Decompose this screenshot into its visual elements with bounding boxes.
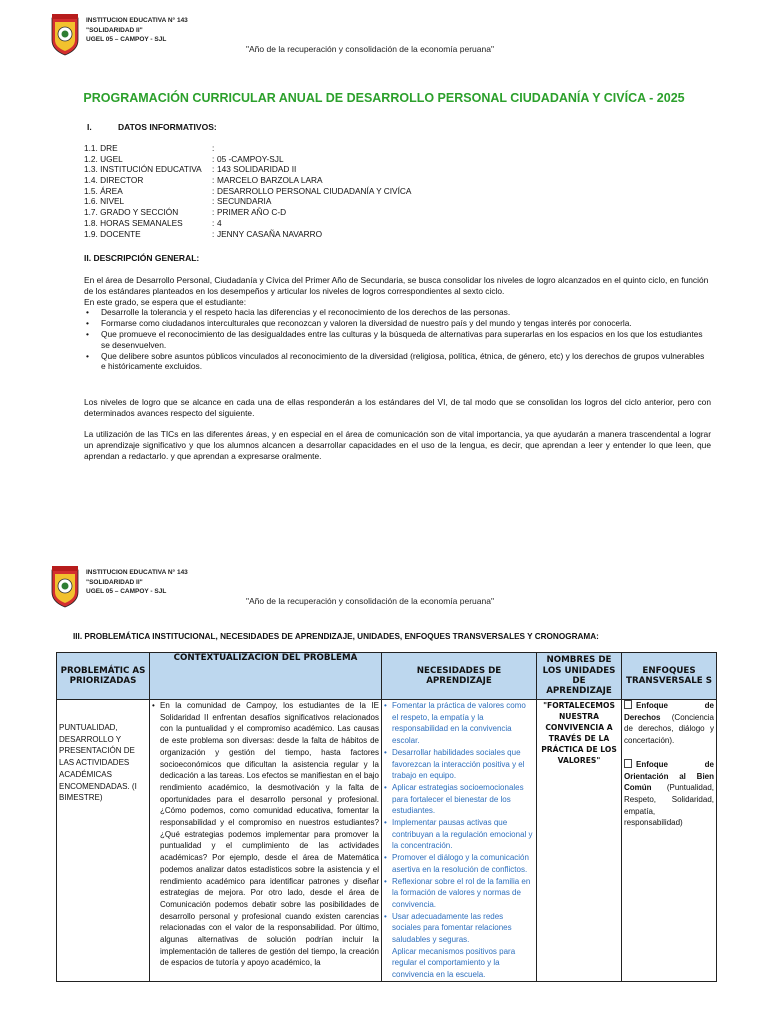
enfoque-name: Enfoque de Orientación al Bien Común [624, 759, 714, 793]
institution-name: INSTITUCION EDUCATIVA N° 143 [86, 569, 188, 576]
description-paragraph: Los niveles de logro que se alcance en cada una de ellas responderán a los estándares del VI, de tal modo que se consolidan los logros del ciclo anterior, pero con determinados avances respecto del siguiente. [84, 397, 711, 418]
needs-cell [382, 700, 537, 982]
section-heading-datos [87, 122, 217, 132]
datos-colon: : [212, 217, 215, 228]
column-header: NECESIDADES DE APRENDIZAJE [382, 653, 537, 700]
description-lead: En este grado, se espera que el estudiante: [84, 296, 247, 307]
column-header: CONTEXTUALIZACION DEL PROBLEMA [150, 653, 382, 700]
datos-label: 1.7. GRADO Y SECCIÓN [84, 207, 179, 218]
datos-row [84, 196, 411, 207]
context-text: • En la comunidad de Campoy, los estudiantes de la IE Solidaridad II enfrentan desafíos significativos relacionados con la puntualidad y el compromiso académico. Las causas de este problema son diversas: desde la falta de hábitos de organización y gestión del tiempo, hasta factores socioeconómicos que dificultan la asistencia regular y la dedicación a las tareas. Los efectos se manifiestan en el bajo rendimiento académico, la desmotivación y la falta de oportunidades para el desarrollo personal y profesional. ¿Cómo podemos, como comunidad educativa, fomentar la responsabilidad y el compromiso en nuestros estudiantes? ¿Qué estrategias podemos implementar para promover la puntualidad y el cumplimiento de las actividades académicas? Por ejemplo, desde el área de Matemática podemos analizar datos estadísticos sobre la asistencia y el rendimiento académico para identificar patrones y diseñar estrategias de mejora. Por otro lado, desde el área de Comunicación podemos debatir sobre las posibilidades de desarrollo personal y profesional cuando existen carencias relacionadas con el valor de la responsabilidad. Por último, algunas alternativas de solución podrían incluir la implementación de talleres de gestión del tiempo, la creación de espacios de tutoría y apoyo académico, la [152, 700, 379, 969]
description-bullet: • Formarse como ciudadanos interculturales que reconozcan y valoren la diversidad de nuestro país y del mundo y tengas interés por conocerla. [84, 318, 711, 329]
school-crest-logo [50, 566, 80, 608]
datos-value: PRIMER AÑO C-D [217, 207, 287, 218]
datos-value: JENNY CASAÑA NAVARRO [217, 228, 323, 239]
document-title: PROGRAMACIÓN CURRICULAR ANUAL DE DESARROLLO PERSONAL CIUDADANÍA Y CIVÍCA - 2025 [83, 91, 685, 105]
year-motto: "Año de la recuperación y consolidación de la economía peruana" [246, 596, 494, 606]
datos-colon: : [212, 164, 215, 175]
checkbox-icon [624, 759, 632, 768]
school-crest-logo [50, 14, 80, 56]
need-item: • Fomentar la práctica de valores como el respeto, la empatía y la responsabilidad en la convivencia escolar. [384, 700, 534, 747]
problem-cell: PUNTUALIDAD, DESARROLLO Y PRESENTACIÓN DE LAS ACTIVIDADES ACADÉMICAS ENCOMENDADAS. (I BIMESTRE) [57, 700, 150, 982]
datos-label: 1.1. DRE [84, 143, 118, 153]
institution-ugel: UGEL 05 – CAMPOY - SJL [86, 36, 167, 43]
section-title: DATOS INFORMATIVOS: [118, 122, 217, 132]
datos-value: MARCELO BARZOLA LARA [217, 175, 323, 186]
description-bullet: • Que promueve el reconocimiento de las desigualdades entre las culturas y la búsqueda de alternativas para superarlas en los espacios en los que los estudiantes se desenvuelven. [84, 329, 711, 351]
section-heading-descripcion: II. DESCRIPCIÓN GENERAL: [84, 253, 200, 263]
datos-row [84, 175, 411, 186]
column-header: PROBLEMÁTIC AS PRIORIZADAS [57, 653, 150, 700]
institution-ugel: UGEL 05 – CAMPOY - SJL [86, 588, 167, 595]
institution-info [86, 16, 188, 45]
unit-name-cell: "FORTALECEMOS NUESTRA CONVIVENCIA A TRAVÉS DE LA PRÁCTICA DE LOS VALORES" [537, 700, 622, 982]
datos-label: 1.9. DOCENTE [84, 228, 141, 239]
description-paragraph: La utilización de las TICs en las diferentes áreas, y en especial en el área de comunicación son de vital importancia, ya que ayudarán a manera trascendental a lograr un aprendizaje significativo y que los alumnos alcancen a desarrollar capacidades en el uso de la lengua, es decir, que aprendan a leer y entender lo que leen, que aprendan a redactarlo. y que aprendan a expresarse oralmente. [84, 429, 711, 461]
column-header: NOMBRES DE LOS UNIDADES DE APRENDIZAJE [537, 653, 622, 700]
datos-label: 1.5. ÁREA [84, 185, 123, 196]
section-heading-problematica: III. PROBLEMÁTICA INSTITUCIONAL, NECESIDADES DE APRENDIZAJE, UNIDADES, ENFOQUES TRANSVERSALES Y CRONOGRAMA: [73, 632, 599, 641]
description-bullet: • Que delibere sobre asuntos públicos vinculados al reconocimiento de la diversidad (religiosa, política, étnica, de género, etc) y los derechos de grupos vulnerables e históricamente excluidos. [84, 351, 711, 373]
datos-row [84, 186, 411, 197]
datos-label: 1.3. INSTITUCIÓN EDUCATIVA [84, 164, 202, 175]
enfoque-detail: (Conciencia de derechos, diálogo y concertación). [624, 712, 714, 746]
datos-colon: : [212, 153, 215, 164]
need-item: • Promover el diálogo y la comunicación asertiva en la resolución de conflictos. [384, 852, 534, 875]
datos-colon: : [212, 143, 215, 153]
year-motto: "Año de la recuperación y consolidación de la economía peruana" [246, 44, 494, 54]
need-item: • Reflexionar sobre el rol de la familia en la formación de valores y normas de convivencia. [384, 876, 534, 911]
checkbox-icon [624, 700, 632, 709]
section-number: I. [87, 122, 92, 132]
datos-colon: : [212, 185, 215, 196]
datos-colon: : [212, 207, 215, 218]
datos-value: SECUNDARIA [217, 196, 272, 207]
enfoque-item [624, 759, 714, 829]
datos-row [84, 164, 411, 175]
enfoque-item [624, 700, 714, 747]
datos-colon: : [212, 175, 215, 186]
description-intro: En el área de Desarrollo Personal, Ciudadanía y Cívica del Primer Año de Secundaria, se busca consolidar los niveles de logro alcanzados en el quinto ciclo, en función de los estándares planteados en los desempeños y articular los niveles de logros correspondientes al sexto ciclo. [84, 275, 709, 296]
table-header-row [57, 653, 717, 700]
datos-value: 4 [217, 217, 222, 228]
datos-row [84, 229, 411, 240]
datos-value: 05 -CAMPOY-SJL [217, 153, 284, 164]
context-cell [150, 700, 382, 982]
datos-row [84, 143, 411, 154]
datos-row [84, 154, 411, 165]
datos-label: 1.2. UGEL [84, 153, 123, 164]
problematica-table [56, 652, 717, 982]
page-two [0, 552, 768, 1024]
datos-value: 143 SOLIDARIDAD II [217, 164, 297, 175]
enfoque-detail: (Puntualidad, Respeto, Solidaridad, empatía, responsabilidad) [624, 783, 714, 828]
page-header [50, 14, 740, 64]
datos-colon: : [212, 196, 215, 207]
datos-label: 1.8. HORAS SEMANALES [84, 217, 183, 228]
table-row [57, 700, 717, 982]
enfoque-name: Enfoque de Derechos [624, 701, 714, 722]
datos-value: DESARROLLO PERSONAL CIUDADANÍA Y CIVÍCA [217, 185, 412, 196]
need-item: • Aplicar estrategias socioemocionales para fortalecer el bienestar de los estudiantes. [384, 782, 534, 817]
description-block [84, 275, 711, 372]
need-item: • Desarrollar habilidades sociales que favorezcan la interacción positiva y el trabajo en equipo. [384, 747, 534, 782]
institution-name: INSTITUCION EDUCATIVA N° 143 [86, 17, 188, 24]
institution-subtitle: "SOLIDARIDAD II" [86, 26, 143, 34]
datos-label: 1.6. NIVEL [84, 196, 125, 207]
datos-colon: : [212, 228, 215, 239]
datos-row [84, 218, 411, 229]
datos-row [84, 207, 411, 218]
need-item: • Implementar pausas activas que contribuyan a la regulación emocional y la concentración. [384, 817, 534, 852]
datos-informativos-list [84, 143, 411, 239]
enfoques-cell [622, 700, 717, 982]
description-bullet: • Desarrolle la tolerancia y el respeto hacia las diferencias y el reconocimiento de los derechos de las personas. [84, 307, 711, 318]
need-item-last: Aplicar mecanismos positivos para regular el comportamiento y la convivencia en la escuela. [392, 946, 516, 980]
column-header: ENFOQUES TRANSVERSALE S [622, 653, 717, 700]
institution-subtitle: "SOLIDARIDAD II" [86, 578, 143, 586]
page-header [50, 566, 740, 616]
datos-label: 1.4. DIRECTOR [84, 175, 144, 186]
institution-info [86, 568, 188, 597]
need-item: • Usar adecuadamente las redes sociales para fomentar relaciones saludables y seguras. [384, 911, 534, 946]
